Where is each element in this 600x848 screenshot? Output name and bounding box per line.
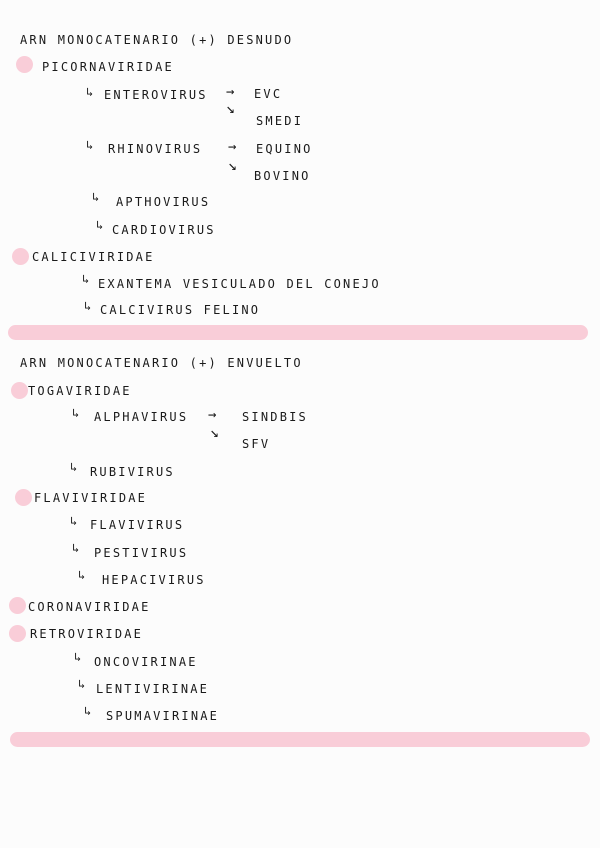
hook-arrow-icon: ↳ [84,704,92,718]
right-arrow-icon: → [208,407,217,423]
diagonal-arrow-icon: ↘ [228,156,238,174]
species-evc: EVC [254,87,283,101]
bullet-dot [11,382,28,399]
section-title-envuelto: ARN MONOCATENARIO (+) ENVUELTO [20,356,303,370]
family-togaviridae: TOGAVIRIDAE [28,384,132,398]
genus-cardiovirus: CARDIOVIRUS [112,223,216,237]
hook-arrow-icon: ↳ [96,218,104,232]
hook-arrow-icon: ↳ [78,677,86,691]
family-flaviviridae: FLAVIVIRIDAE [34,491,148,505]
section-divider [8,325,588,340]
hook-arrow-icon: ↳ [70,514,78,528]
hook-arrow-icon: ↳ [78,568,86,582]
genus-pestivirus: PESTIVIRUS [94,546,189,560]
species-exantema: EXANTEMA VESICULADO DEL CONEJO [98,277,381,291]
genus-flavivirus: FLAVIVIRUS [90,518,185,532]
genus-hepacivirus: HEPACIVIRUS [102,573,206,587]
genus-alphavirus: ALPHAVIRUS [94,410,189,424]
bullet-dot [15,489,32,506]
species-bovino: BOVINO [254,169,311,183]
hook-arrow-icon: ↳ [72,541,80,555]
subfamily-oncovirinae: ONCOVIRINAE [94,655,198,669]
bullet-dot [16,56,33,73]
diagonal-arrow-icon: ↘ [226,99,236,117]
hook-arrow-icon: ↳ [86,85,94,99]
hook-arrow-icon: ↳ [82,272,90,286]
bullet-dot [12,248,29,265]
bullet-dot [9,597,26,614]
species-equino: EQUINO [256,142,313,156]
right-arrow-icon: → [226,84,235,100]
family-coronaviridae: CORONAVIRIDAE [28,600,151,614]
genus-rhinovirus: RHINOVIRUS [108,142,203,156]
diagonal-arrow-icon: ↘ [210,423,220,441]
family-retroviridae: RETROVIRIDAE [30,627,144,641]
genus-rubivirus: RUBIVIRUS [90,465,175,479]
genus-enterovirus: ENTEROVIRUS [104,88,208,102]
right-arrow-icon: → [228,139,237,155]
subfamily-lentivirinae: LENTIVIRINAE [96,682,210,696]
hook-arrow-icon: ↳ [84,299,92,313]
hook-arrow-icon: ↳ [92,190,100,204]
hook-arrow-icon: ↳ [72,406,80,420]
family-caliciviridae: CALICIVIRIDAE [32,250,155,264]
hook-arrow-icon: ↳ [74,650,82,664]
family-picornaviridae: PICORNAVIRIDAE [42,60,174,74]
subfamily-spumavirinae: SPUMAVIRINAE [106,709,220,723]
section-divider [10,732,590,747]
hook-arrow-icon: ↳ [70,460,78,474]
section-title-desnudo: ARN MONOCATENARIO (+) DESNUDO [20,33,294,47]
species-sindbis: SINDBIS [242,410,308,424]
bullet-dot [9,625,26,642]
species-sfv: SFV [242,437,271,451]
hook-arrow-icon: ↳ [86,138,94,152]
genus-apthovirus: APTHOVIRUS [116,195,211,209]
species-smedi: SMEDI [256,114,304,128]
species-calicivirus: CALCIVIRUS FELINO [100,303,261,317]
